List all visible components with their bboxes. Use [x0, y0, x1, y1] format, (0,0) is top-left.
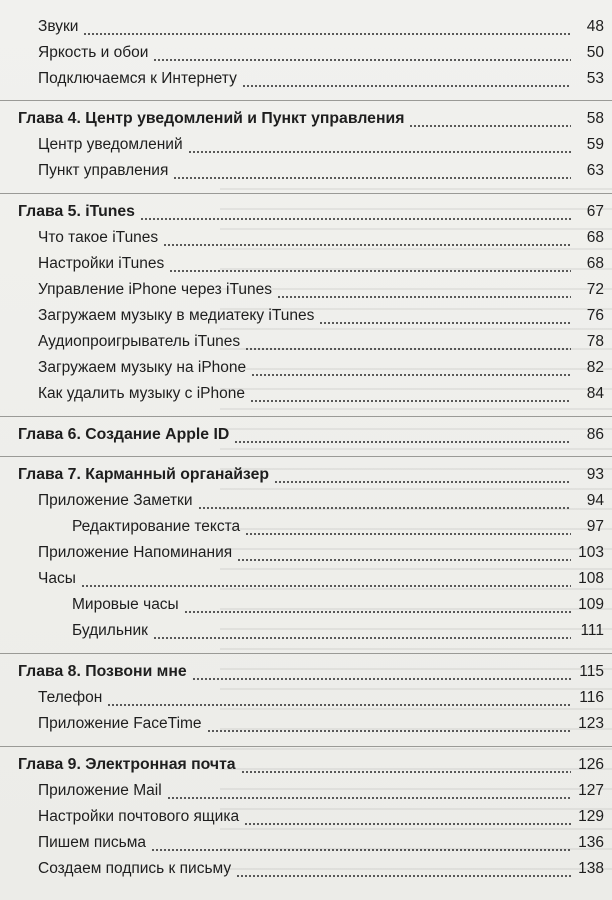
- toc-chapter-title: Глава 5. iTunes: [18, 203, 135, 220]
- leader-dots: [151, 833, 571, 853]
- toc-subentry: [72, 517, 612, 537]
- toc-entry-title: Приложение Mail: [38, 782, 162, 799]
- divider: [0, 100, 612, 101]
- leader-dots: [163, 228, 571, 248]
- leader-dots: [319, 306, 571, 326]
- toc-entry-page: 136: [578, 834, 604, 851]
- leader-dots: [245, 332, 571, 352]
- toc-entry-page: 84: [586, 385, 604, 402]
- divider: [0, 653, 612, 654]
- toc-entry-page: 108: [578, 570, 604, 587]
- leader-dots: [237, 543, 571, 563]
- toc-entry: [38, 807, 612, 827]
- toc-chapter-page: 86: [586, 426, 604, 443]
- toc-entry-title: Приложение FaceTime: [38, 715, 202, 732]
- leader-dots: [409, 109, 571, 129]
- toc-entry-page: 78: [586, 333, 604, 350]
- toc-entry-page: 116: [579, 689, 604, 706]
- leader-dots: [83, 17, 571, 37]
- toc-entry: [38, 384, 612, 404]
- toc-entry-page: 82: [586, 359, 604, 376]
- toc-entry-title: Звуки: [38, 18, 79, 35]
- leader-dots: [241, 755, 571, 775]
- toc-chapter: [18, 425, 612, 445]
- toc-entry-title: Пункт управления: [38, 162, 169, 179]
- toc-entry: [38, 161, 612, 181]
- toc-chapter: [18, 662, 612, 682]
- toc-chapter-title: Глава 4. Центр уведомлений и Пункт управления: [18, 110, 405, 127]
- divider: [0, 746, 612, 747]
- leader-dots: [244, 807, 571, 827]
- toc-subentry-title: Редактирование текста: [72, 518, 241, 535]
- toc-chapter: [18, 465, 612, 485]
- toc-chapter-title: Глава 8. Позвони мне: [18, 663, 187, 680]
- leader-dots: [153, 43, 571, 63]
- toc-chapter-page: 58: [586, 110, 604, 127]
- toc-subentry-title: Будильник: [72, 622, 148, 639]
- leader-dots: [274, 465, 571, 485]
- toc-entry-title: Создаем подпись к письму: [38, 860, 232, 877]
- toc-entry-page: 59: [586, 136, 604, 153]
- leader-dots: [173, 161, 571, 181]
- toc-entry-title: Часы: [38, 570, 76, 587]
- toc-entry-page: 63: [586, 162, 604, 179]
- leader-dots: [277, 280, 571, 300]
- toc-entry-page: 48: [586, 18, 604, 35]
- toc-entry-page: 68: [586, 255, 604, 272]
- toc-entry-title: Телефон: [38, 689, 103, 706]
- toc-entry-title: Загружаем музыку на iPhone: [38, 359, 247, 376]
- toc-chapter-page: 126: [578, 756, 604, 773]
- toc-chapter: [18, 109, 612, 129]
- toc-entry-title: Как удалить музыку с iPhone: [38, 385, 245, 402]
- leader-dots: [234, 425, 571, 445]
- leader-dots: [207, 714, 571, 734]
- leader-dots: [236, 859, 571, 879]
- toc-entry: [38, 859, 612, 879]
- leader-dots: [192, 662, 571, 682]
- toc-entry-page: 138: [578, 860, 604, 877]
- toc-subentry-page: 111: [580, 622, 604, 639]
- toc-entry-title: Центр уведомлений: [38, 136, 183, 153]
- toc-entry: [38, 228, 612, 248]
- leader-dots: [245, 517, 571, 537]
- toc-entry: [38, 688, 612, 708]
- divider: [0, 456, 612, 457]
- toc-entry-title: Аудиопроигрыватель iTunes: [38, 333, 241, 350]
- toc-entry: [38, 781, 612, 801]
- toc-chapter-title: Глава 6. Создание Apple ID: [18, 426, 230, 443]
- toc-chapter-page: 93: [586, 466, 604, 483]
- toc-entry: [38, 569, 612, 589]
- leader-dots: [81, 569, 571, 589]
- toc-entry-title: Приложение Заметки: [38, 492, 193, 509]
- toc-entry-page: 72: [586, 281, 604, 298]
- toc-chapter-title: Глава 9. Электронная почта: [18, 756, 236, 773]
- toc-subentry: [72, 621, 612, 641]
- toc-entry: [38, 69, 612, 89]
- toc-entry-page: 76: [586, 307, 604, 324]
- toc-entry: [38, 332, 612, 352]
- toc-entry-title: Подключаемся к Интернету: [38, 70, 237, 87]
- toc-entry: [38, 254, 612, 274]
- toc-chapter-page: 67: [586, 203, 604, 220]
- toc-entry-page: 94: [586, 492, 604, 509]
- toc-entry: [38, 358, 612, 378]
- toc-entry-page: 103: [578, 544, 604, 561]
- toc-entry-title: Яркость и обои: [38, 44, 149, 61]
- toc-entry-title: Приложение Напоминания: [38, 544, 233, 561]
- toc-entry: [38, 43, 612, 63]
- toc-chapter-page: 115: [579, 663, 604, 680]
- toc-subentry-title: Мировые часы: [72, 596, 179, 613]
- toc-entry: [38, 491, 612, 511]
- leader-dots: [184, 595, 571, 615]
- toc-entry: [38, 135, 612, 155]
- leader-dots: [251, 358, 571, 378]
- leader-dots: [169, 254, 571, 274]
- toc-subentry-page: 97: [586, 518, 604, 535]
- toc-entry-title: Пишем письма: [38, 834, 146, 851]
- divider: [0, 416, 612, 417]
- toc-entry-page: 129: [578, 808, 604, 825]
- toc-entry: [38, 280, 612, 300]
- toc-entry-title: Управление iPhone через iTunes: [38, 281, 272, 298]
- toc-entry-page: 50: [586, 44, 604, 61]
- toc-entry-title: Загружаем музыку в медиатеку iTunes: [38, 307, 315, 324]
- toc-entry-title: Настройки почтового ящика: [38, 808, 240, 825]
- toc-subentry-page: 109: [578, 596, 604, 613]
- leader-dots: [242, 69, 571, 89]
- leader-dots: [107, 688, 571, 708]
- toc-entry-title: Настройки iTunes: [38, 255, 165, 272]
- leader-dots: [140, 202, 571, 222]
- toc-chapter-title: Глава 7. Карманный органайзер: [18, 466, 270, 483]
- leader-dots: [250, 384, 571, 404]
- leader-dots: [153, 621, 571, 641]
- toc-entry: [38, 833, 612, 853]
- toc-entry: [38, 17, 612, 37]
- toc-entry-page: 123: [578, 715, 604, 732]
- toc-chapter: [18, 755, 612, 775]
- leader-dots: [198, 491, 571, 511]
- toc-chapter: [18, 202, 612, 222]
- toc-entry: [38, 714, 612, 734]
- toc-entry: [38, 306, 612, 326]
- toc-entry-page: 127: [578, 782, 604, 799]
- toc-entry-title: Что такое iTunes: [38, 229, 159, 246]
- divider: [0, 193, 612, 194]
- toc-entry-page: 68: [586, 229, 604, 246]
- toc-entry: [38, 543, 612, 563]
- leader-dots: [188, 135, 571, 155]
- leader-dots: [167, 781, 571, 801]
- toc-subentry: [72, 595, 612, 615]
- toc-entry-page: 53: [586, 70, 604, 87]
